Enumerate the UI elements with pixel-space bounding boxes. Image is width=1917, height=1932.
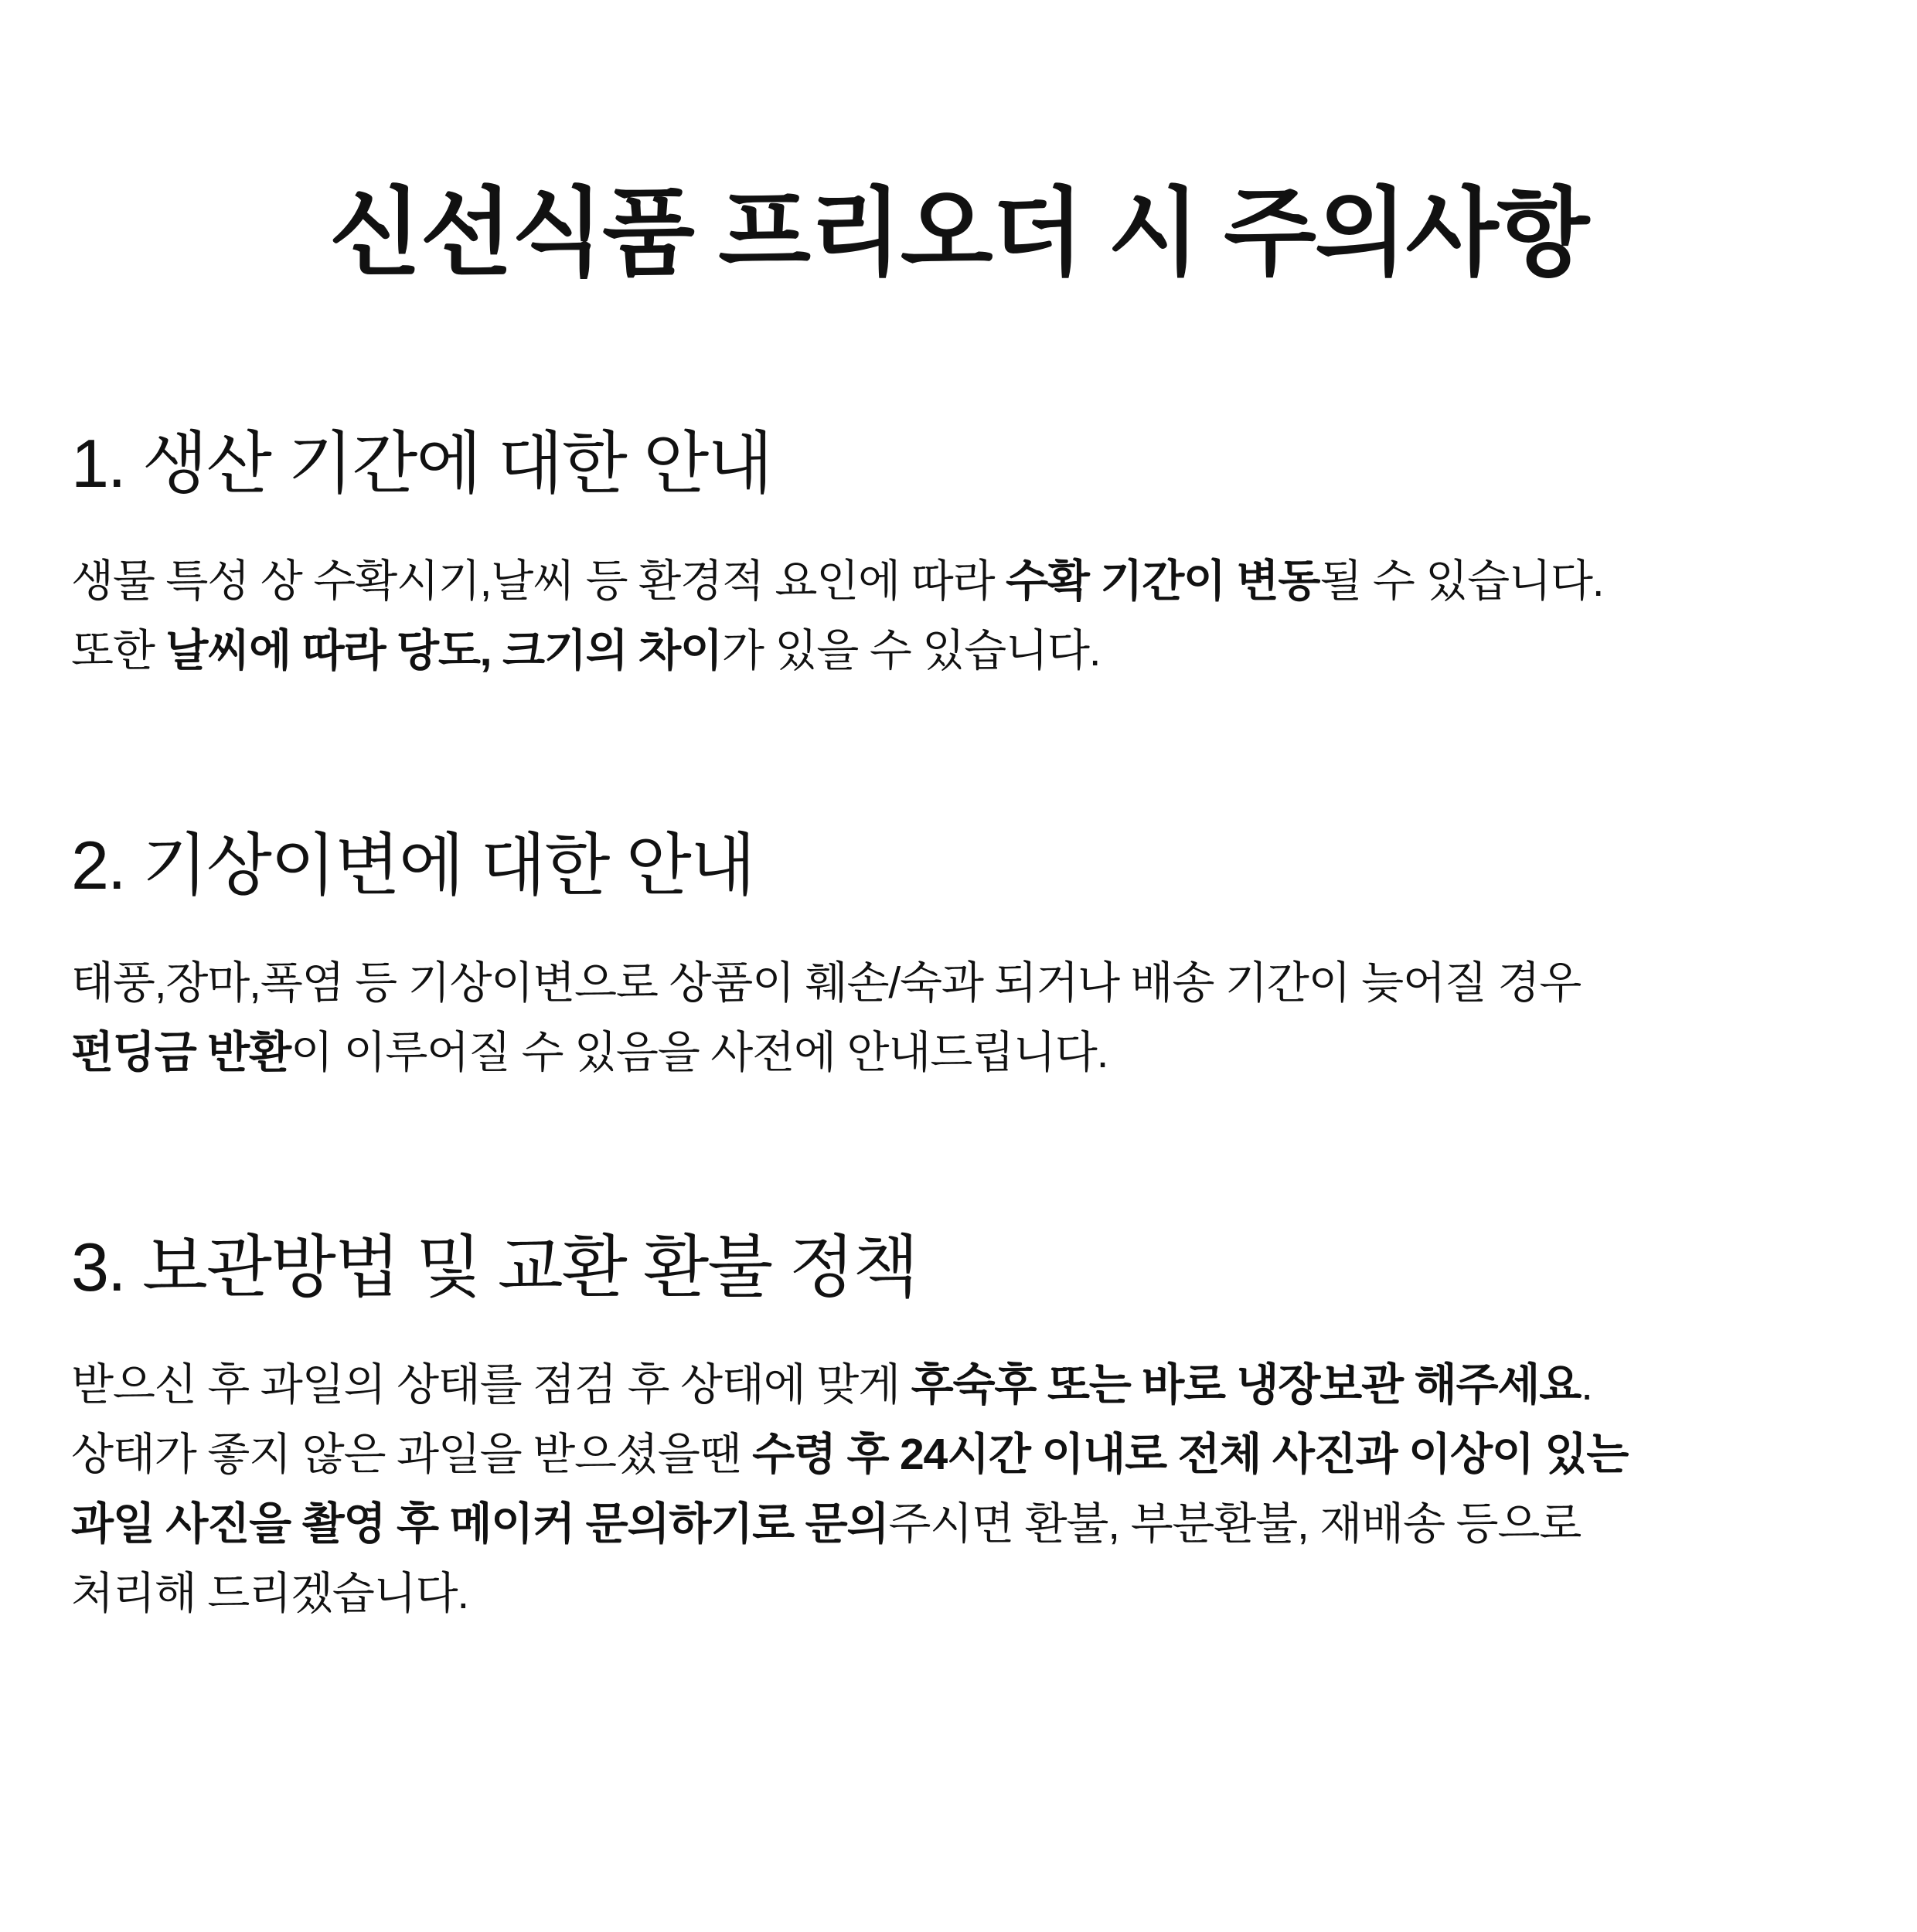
page-title: 신선식품 프리오더 시 주의사항 bbox=[329, 180, 1588, 287]
plain-text: 생물 특성 상 수확시기,날씨 등 환경적 요인에 따라 bbox=[71, 556, 1006, 606]
section-heading-production-period: 1. 생산 기간에 대한 안내 bbox=[71, 424, 772, 502]
body-line bbox=[71, 1018, 1846, 1087]
plain-text: 처리해 드리겠습니다. bbox=[71, 1569, 469, 1619]
emphasis-text: 수령 후 24시간 이내로 전체 사진과 이상이 있는 bbox=[752, 1430, 1629, 1480]
plain-text: 받으신 후 과일의 상태를 점검 후 상태에 맞게 bbox=[71, 1359, 911, 1410]
emphasis-text: 날씨에 따라 당도, 크기의 차이 bbox=[165, 625, 722, 675]
section-body-weather-anomaly bbox=[71, 948, 1846, 1087]
section-weather-anomaly bbox=[71, 685, 1846, 1087]
plain-text: . bbox=[1581, 1359, 1592, 1410]
section-production-period bbox=[71, 291, 1846, 685]
emphasis-text: 수확 기간이 변동 bbox=[1005, 556, 1320, 606]
body-line bbox=[71, 546, 1846, 616]
plain-text: 이 이루어질 수 있음을 사전에 안내드립니다. bbox=[290, 1027, 1108, 1077]
section-heading-weather-anomaly: 2. 기상이변에 대한 안내 bbox=[71, 826, 754, 903]
section-body-production-period bbox=[71, 546, 1846, 685]
plain-text: 주시면 환불, 부분환불, 재배송 등으로 bbox=[888, 1499, 1582, 1549]
section-body-storage-refund-policy bbox=[71, 1350, 1846, 1628]
plain-text: 또한 bbox=[71, 625, 166, 675]
section-storage-refund-policy bbox=[71, 1087, 1846, 1628]
body-line bbox=[71, 1350, 1846, 1420]
body-line bbox=[71, 1420, 1846, 1489]
emphasis-text: 후숙후 또는 바로 냉장보관 해주세요 bbox=[911, 1359, 1582, 1410]
body-line bbox=[71, 616, 1846, 685]
plain-text: 상태가 좋지 않은 과일을 받으셨을땐 bbox=[71, 1430, 753, 1480]
plain-text: 될 수 있습니다. bbox=[1319, 556, 1604, 606]
body-line bbox=[71, 948, 1846, 1018]
plain-text: 태풍,장마,폭염 등 기상이변으로 상품이 훼손/숙과 되거나 배송 기간이 늦어질 경우 bbox=[71, 957, 1582, 1008]
body-line bbox=[71, 1559, 1846, 1628]
body-line bbox=[71, 1489, 1846, 1559]
plain-text: 가 있을 수 있습니다. bbox=[721, 625, 1101, 675]
emphasis-text: 과일 사진을 촬영 후 메이커 문의하기로 문의 bbox=[71, 1499, 889, 1549]
section-heading-storage-refund-policy: 3. 보관방법 및 교환 환불 정책 bbox=[71, 1228, 918, 1305]
emphasis-text: 펀딩금 반환 bbox=[71, 1027, 291, 1077]
